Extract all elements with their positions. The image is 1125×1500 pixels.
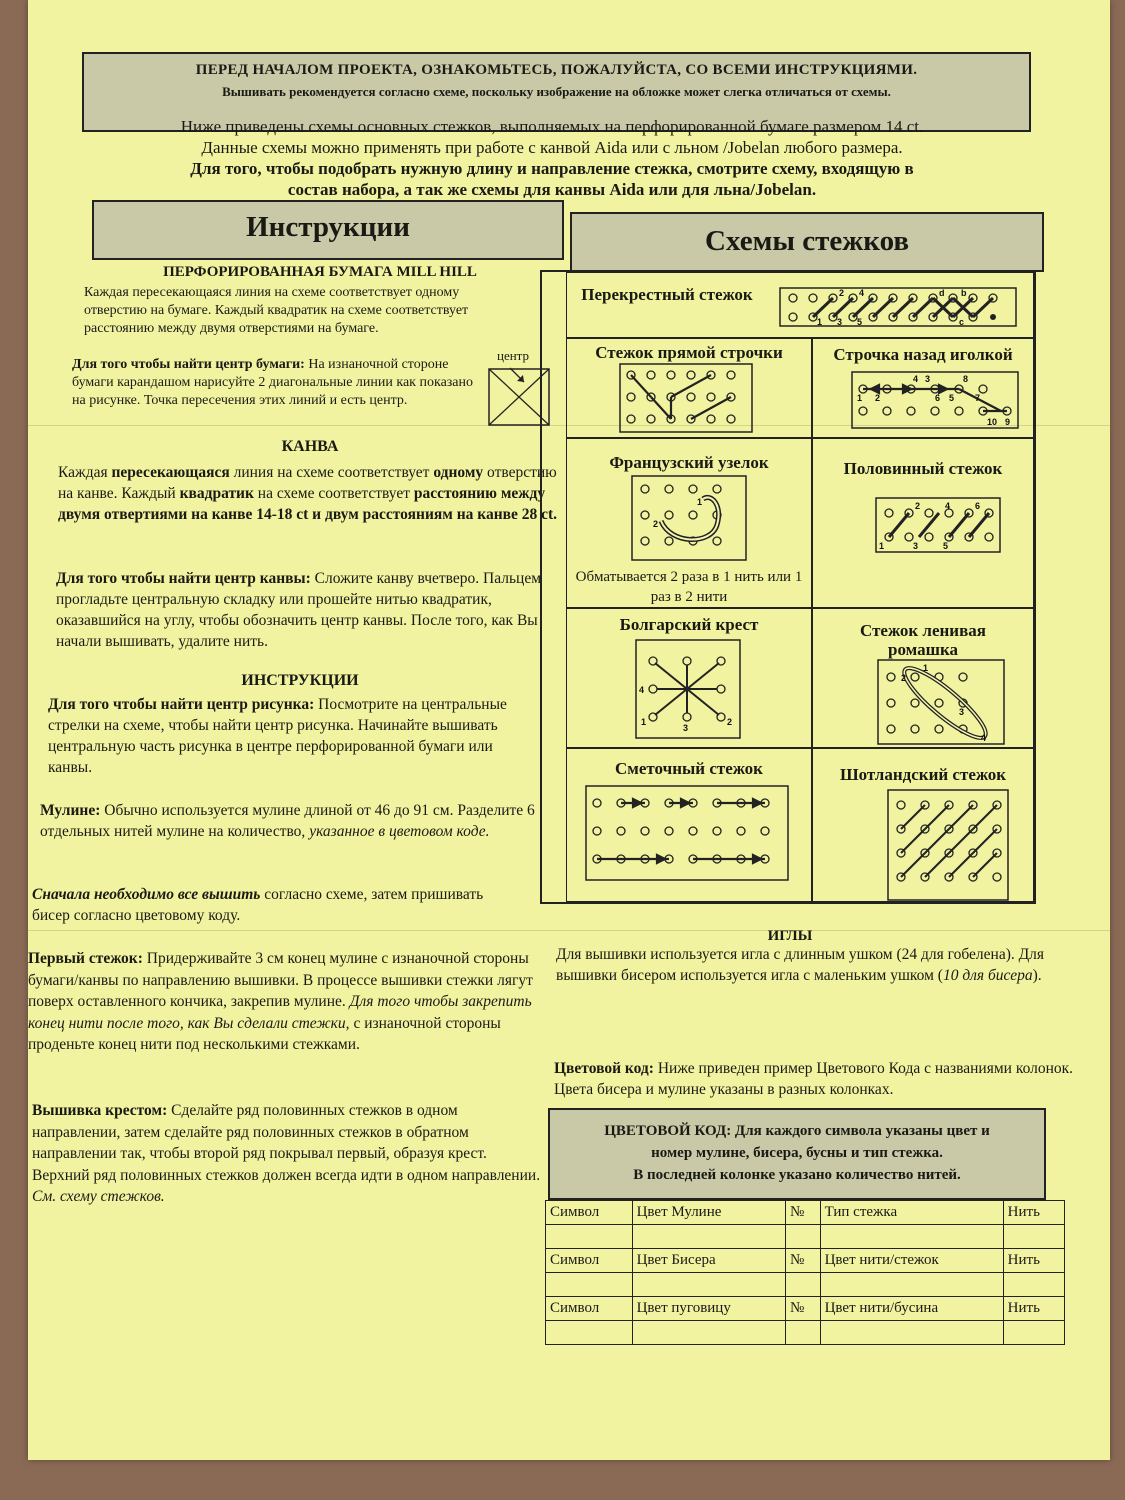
half-num: 3	[913, 541, 919, 551]
needles-title: ИГЛЫ	[767, 928, 813, 944]
cross-num: 2	[839, 288, 845, 298]
cross-stitch-label: Перекрестный стежок	[581, 285, 753, 304]
cross-num: 4	[859, 288, 865, 298]
fold-line	[28, 930, 1110, 931]
back-num: 1	[857, 393, 863, 403]
instr-p5-text: Сделайте ряд половинных стежков в одном направлении, затем сделайте ряд половинных стежков в обратном направлении так, чтобы второй ряд покрывал первый, образуя крест. Верхний ряд половинных стежков должен всегда идти в одном направлении.	[32, 1102, 541, 1184]
cell-bulgarian-cross	[566, 608, 812, 748]
table-row	[546, 1297, 1065, 1321]
instr-p5	[32, 1100, 542, 1208]
instr-p4-bold: Первый стежок:	[28, 950, 143, 967]
instr-p5-italic: См. схему стежков.	[32, 1188, 165, 1205]
canvas-p1-h: расстоянию между двумя отвертиями на канве 14-18 ct и двум расстояниям на канве 28 ct.	[58, 485, 558, 523]
canvas-p1-b: пересекающаяся	[111, 464, 230, 481]
canvas-p1-d: одному	[433, 464, 484, 481]
color-code-box	[548, 1108, 1046, 1200]
bulgarian-num: 1	[641, 717, 647, 727]
intro-line-2: Данные схемы можно применять при работе с канвой Aida или с льном /Jobelan любого размера.	[201, 138, 903, 157]
lazy-num: 1	[923, 663, 929, 673]
half-num: 4	[945, 501, 951, 511]
intro-line-4: состав набора, а так же схемы для канвы Aida или для льна/Jobelan.	[287, 180, 817, 199]
perforated-p1: Каждая пересекающаяся линия на схеме соответствует одному отверстию на бумаге. Каждый квадратик на схеме соответствует расстоянию между двумя отверстиями на бумаге.	[84, 285, 469, 336]
table-cell: Символ	[546, 1249, 633, 1273]
color-code-box-line-1: ЦВЕТОВОЙ КОД: Для каждого символа указаны цвет и	[604, 1123, 990, 1139]
table-cell: Символ	[546, 1201, 633, 1225]
center-arrow-icon	[506, 366, 530, 388]
straight-stitch-diagram	[619, 363, 753, 433]
table-row	[546, 1225, 1065, 1249]
table-cell: Цвет нити/стежок	[820, 1249, 1003, 1273]
cell-scottish-stitch	[812, 748, 1034, 902]
table-row	[546, 1321, 1065, 1345]
color-code-bold: Цветовой код:	[554, 1060, 654, 1077]
instr-p2-text: Обычно используется мулине длиной от 46 до 91 см. Разделите 6 отдельных нитей мулине на количество,	[40, 802, 535, 840]
canvas-p2-text: Сложите канву вчетверо. Пальцем прогладьте центральную складку или прошейте нитью квадратик, оказавшийся на углу, чтобы обозначить центр канвы. После того, как Вы начали вышивать, удалите нить.	[56, 570, 542, 650]
table-cell: №	[785, 1297, 820, 1321]
table-cell: Цвет пуговицу	[632, 1297, 785, 1321]
bulgarian-num: 4	[639, 685, 645, 695]
table-cell: Цвет Мулине	[632, 1201, 785, 1225]
instr-p1	[48, 694, 508, 778]
french-knot-title: Французский узелок	[609, 453, 769, 472]
cross-stitch-diagram	[779, 287, 1019, 327]
basting-stitch-diagram	[585, 785, 789, 881]
canvas-p1-f: квадратик	[179, 485, 254, 502]
canvas-p2	[56, 568, 546, 652]
instr-p5-bold: Вышивка крестом:	[32, 1102, 168, 1119]
color-code-box-line-3: В последней колонке указано количество нитей.	[633, 1167, 961, 1183]
half-stitch-diagram	[875, 497, 1001, 553]
table-row	[546, 1273, 1065, 1297]
canvas-title: КАНВА	[281, 438, 339, 455]
bulgarian-cross-diagram	[635, 639, 741, 739]
color-code-text	[554, 1058, 1102, 1100]
instr-p3-bold: Сначала необходимо все вышить	[32, 886, 261, 903]
cell-half-stitch	[812, 438, 1034, 608]
back-stitch-diagram	[851, 371, 1019, 429]
back-stitch-title: Строчка назад иголкой	[833, 345, 1013, 364]
cross-stitch-title	[567, 285, 767, 304]
french-num: 2	[653, 519, 659, 529]
perforated-title: ПЕРФОРИРОВАННАЯ БУМАГА MILL HILL	[163, 264, 477, 280]
lazy-daisy-diagram	[877, 659, 1005, 745]
canvas-p1-g: на схеме соответствует	[253, 485, 414, 502]
table-cell: Нить	[1003, 1249, 1064, 1273]
cross-num: c	[959, 317, 965, 327]
instr-p2-bold: Мулине:	[40, 802, 101, 819]
lazy-num: 3	[959, 707, 965, 717]
cross-num: 1	[817, 317, 823, 327]
canvas-p1-a: Каждая	[58, 464, 112, 481]
lazy-daisy-title	[813, 621, 1033, 659]
bulgarian-num: 3	[683, 723, 689, 733]
back-num: 2	[875, 393, 881, 403]
needles-italic: 10 для бисера	[942, 967, 1033, 984]
intro-line-1: Ниже приведены схемы основных стежков, выполняемых на перфорированной бумаге размером 14 ct.	[180, 117, 924, 136]
back-num: 9	[1005, 417, 1011, 427]
cell-basting-stitch	[566, 748, 812, 902]
canvas-p1-e: отверстию на канве. Каждый	[58, 464, 557, 502]
instr-p2	[40, 800, 545, 842]
stitch-grid	[540, 270, 1036, 904]
lazy-num: 2	[901, 673, 907, 683]
french-knot-note: Обматывается 2 раза в 1 нить или 1 раз в 2 нити	[575, 569, 803, 605]
cross-num: 3	[837, 317, 843, 327]
cross-num: b	[961, 288, 967, 298]
stitches-banner: Схемы стежков	[570, 212, 1044, 272]
lazy-daisy-label-2: ромашка	[888, 640, 958, 659]
half-num: 1	[879, 541, 885, 551]
table-cell: Тип стежка	[820, 1201, 1003, 1225]
back-num: 3	[925, 374, 931, 384]
scottish-stitch-title: Шотландский стежок	[839, 765, 1007, 784]
table-cell: Цвет Бисера	[632, 1249, 785, 1273]
needles-end: ).	[1032, 967, 1042, 984]
instr-p1-bold: Для того чтобы найти центр рисунка:	[48, 696, 315, 713]
needles-text	[556, 944, 1104, 986]
cross-num: 5	[857, 317, 863, 327]
cell-lazy-daisy	[812, 608, 1034, 748]
instr-p4	[28, 948, 538, 1056]
back-num: 10	[987, 417, 998, 427]
instr-title: ИНСТРУКЦИИ	[241, 672, 359, 689]
instr-p4-italic: Для того чтобы закрепить конец нити после того, как Вы сделали стежки,	[28, 993, 532, 1032]
table-cell: Нить	[1003, 1201, 1064, 1225]
table-cell: Символ	[546, 1297, 633, 1321]
instr-p4-end: с изнаночной стороны проденьте конец нити под несколькими стежками.	[28, 1014, 501, 1053]
cell-cross-stitch	[566, 272, 1034, 338]
instr-p1-text: Посмотрите на центральные стрелки на схеме, чтобы найти центр рисунка. Начинайте вышивать центральную часть рисунка в центре перфорированной бумаги или канвы.	[48, 696, 507, 776]
french-num: 1	[697, 497, 703, 507]
instr-p3	[32, 884, 502, 926]
half-num: 5	[943, 541, 949, 551]
half-num: 2	[915, 501, 921, 511]
intro-line-3: Для того, чтобы подобрать нужную длину и направление стежка, смотрите схему, входящую в	[190, 159, 914, 178]
french-knot-diagram	[631, 475, 747, 561]
canvas-p1	[58, 462, 558, 525]
intro	[62, 116, 1042, 200]
cross-num: d	[939, 288, 945, 298]
basting-stitch-title: Сметочный стежок	[615, 759, 763, 778]
perforated-p2-bold: Для того чтобы найти центр бумаги:	[72, 357, 305, 372]
back-num: 4	[913, 374, 919, 384]
back-num: 5	[949, 393, 955, 403]
canvas-p2-bold: Для того чтобы найти центр канвы:	[56, 570, 311, 587]
instr-p3-text: согласно схеме, затем пришивать бисер согласно цветовому коду.	[32, 886, 484, 924]
instr-p2-italic: указанное в цветовом коде.	[309, 823, 490, 840]
half-stitch-title: Половинный стежок	[843, 459, 1003, 478]
table-cell: №	[785, 1201, 820, 1225]
back-num: 7	[975, 393, 981, 403]
half-num: 6	[975, 501, 981, 511]
cell-french-knot	[566, 438, 812, 608]
instructions-banner: Инструкции	[92, 200, 564, 260]
table-cell: Нить	[1003, 1297, 1064, 1321]
lazy-daisy-label-1: Стежок ленивая	[860, 621, 986, 640]
table-cell: Цвет нити/бусина	[820, 1297, 1003, 1321]
lazy-num: 4	[981, 733, 987, 743]
cell-back-stitch	[812, 338, 1034, 438]
needles-p1: Для вышивки используется игла с длинным ушком (24 для гобелена). Для вышивки бисером используется игла с маленьким ушком (	[556, 946, 1045, 984]
canvas-p1-c: линия на схеме соответствует	[229, 464, 434, 481]
perforated-p2	[72, 356, 482, 410]
bulgarian-cross-title: Болгарский крест	[619, 615, 759, 634]
perforated-p2-text: На изнаночной стороне бумаги карандашом нарисуйте 2 диагональные линии как показано на рисунке. Точка пересечения этих линий и есть центр.	[72, 357, 474, 408]
scottish-stitch-diagram	[887, 789, 1009, 901]
center-label: центр	[497, 348, 530, 363]
color-code-table	[545, 1200, 1065, 1345]
cell-straight-stitch	[566, 338, 812, 438]
table-row	[546, 1249, 1065, 1273]
header-line-1: ПЕРЕД НАЧАЛОМ ПРОЕКТА, ОЗНАКОМЬТЕСЬ, ПОЖАЛУЙСТА, СО ВСЕМИ ИНСТРУКЦИЯМИ.	[195, 62, 918, 78]
color-code-p: Ниже приведен пример Цветового Кода с названиями колонок. Цвета бисера и мулине указаны в разных колонках.	[554, 1060, 1074, 1098]
back-num: 6	[935, 393, 941, 403]
bulgarian-num: 2	[727, 717, 733, 727]
straight-stitch-title: Стежок прямой строчки	[595, 343, 783, 362]
table-row	[546, 1201, 1065, 1225]
color-code-box-line-2: номер мулине, бисера, бусны и тип стежка.	[651, 1145, 943, 1161]
back-num: 8	[963, 374, 969, 384]
table-cell: №	[785, 1249, 820, 1273]
header-line-2: Вышивать рекомендуется согласно схеме, поскольку изображение на обложке может слегка отличаться от схемы.	[222, 84, 891, 99]
instr-p4-text: Придерживайте 3 см конец мулине с изнаночной стороны бумаги/канвы по направлению вышивки. В процессе вышивки стежки лягут поверх оставленного кончика, закрепив мулине.	[28, 950, 533, 1010]
